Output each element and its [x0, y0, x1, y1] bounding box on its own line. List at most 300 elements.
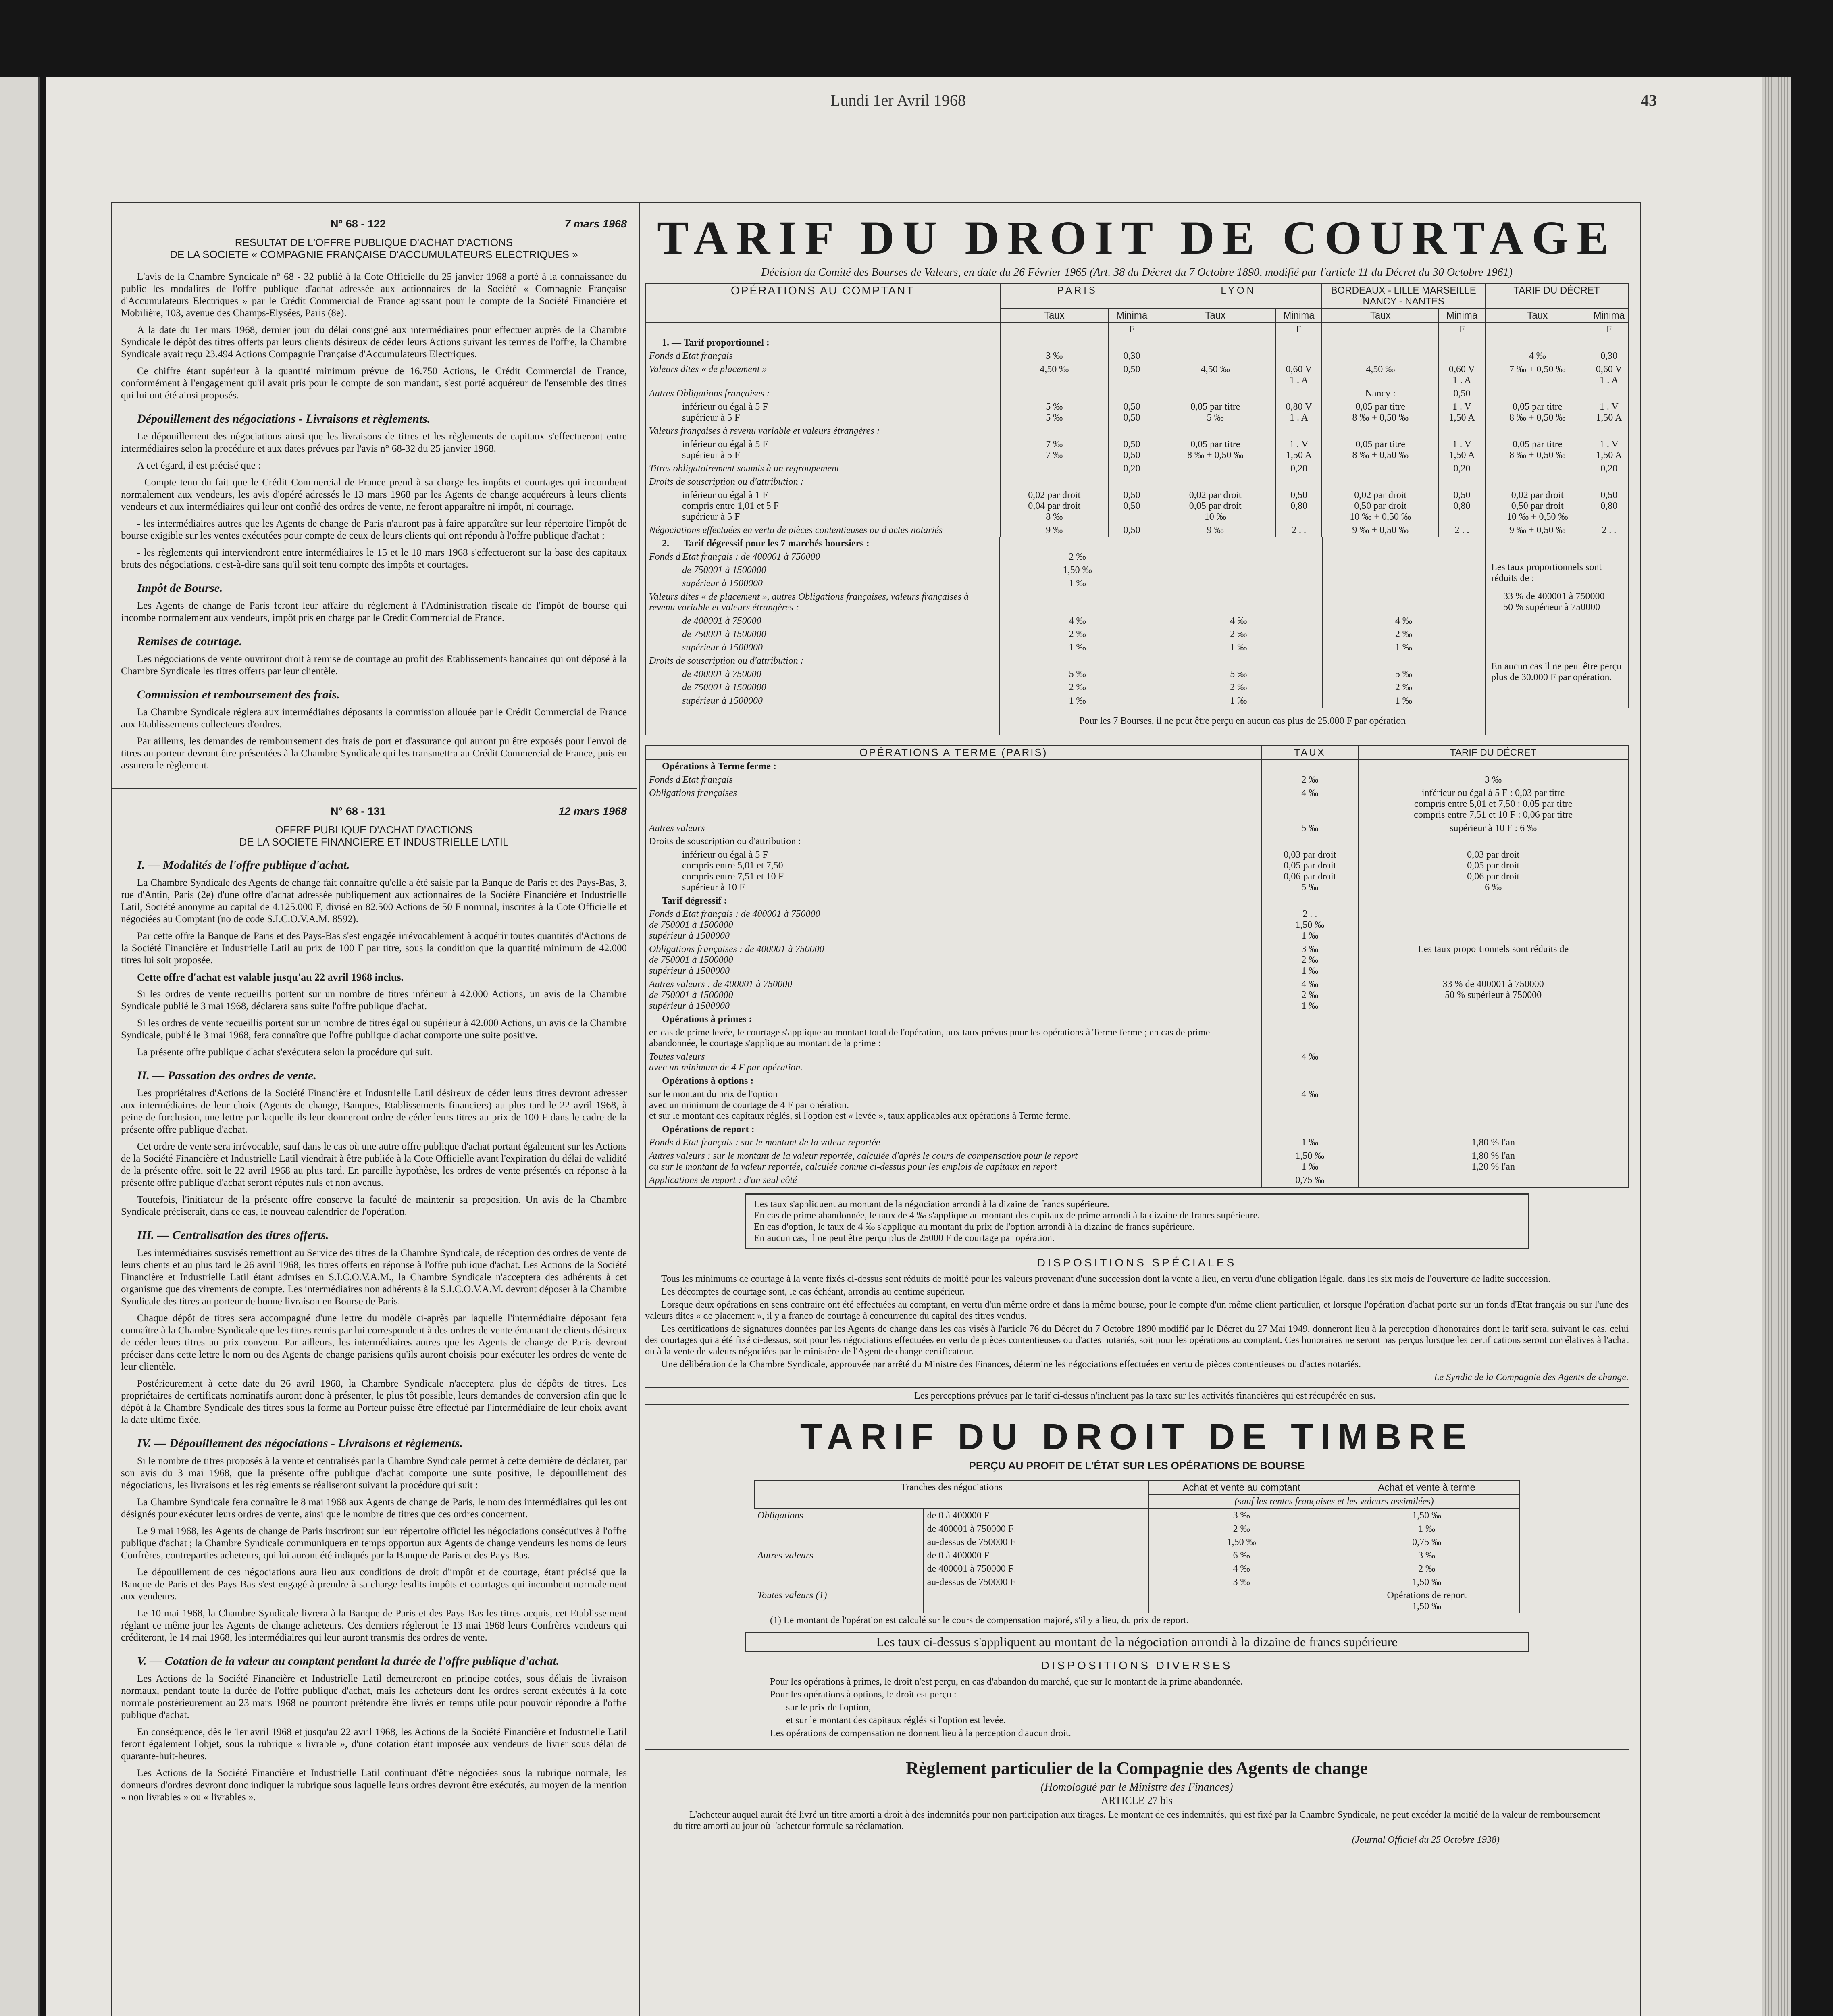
- terme-taux: 0,75 ‰: [1261, 1174, 1358, 1187]
- terme-row: [645, 1088, 1628, 1123]
- timbre-tranche: de 0 à 400000 F: [924, 1549, 1149, 1562]
- rate-lyon: [1155, 462, 1276, 475]
- comptant-row: [645, 425, 1628, 438]
- timbre-row-label: [754, 1562, 924, 1576]
- rate-paris: 4 ‰: [1000, 614, 1155, 628]
- minimum-lyon: [1276, 387, 1322, 400]
- timbre-comptant: 6 ‰: [1149, 1549, 1334, 1562]
- rate-lyon: [1155, 475, 1276, 489]
- subcol-taux: Taux: [1000, 308, 1109, 323]
- rate-decret: [1485, 425, 1590, 438]
- terme-decret: supérieur à 10 F : 6 ‰: [1358, 822, 1628, 835]
- rate-bordeaux: [1322, 475, 1439, 489]
- rate-bordeaux: [1322, 462, 1439, 475]
- terme-row-label: Droits de souscription ou d'attribution :: [645, 835, 1261, 848]
- degressif-row: [645, 564, 1628, 577]
- timbre-comptant: 3 ‰: [1149, 1509, 1334, 1522]
- minimum-lyon: 2 . .: [1276, 524, 1322, 537]
- notice1-section-heading: Remises de courtage.: [137, 635, 242, 648]
- disposition-diverse: sur le prix de l'option,: [786, 1702, 871, 1713]
- degressif-row-label: de 750001 à 1500000: [645, 564, 1000, 577]
- timbre-tranche: de 0 à 400000 F: [924, 1509, 1149, 1522]
- timbre-col-note: (sauf les rentes françaises et les valeurs assimilées): [1149, 1495, 1519, 1509]
- timbre-row: [754, 1576, 1519, 1589]
- minimum-paris: 0,50: [1109, 363, 1155, 387]
- timbre-row: [754, 1522, 1519, 1536]
- comptant-row-label: Autres Obligations françaises :: [645, 387, 1000, 400]
- syndic-signature: Le Syndic de la Compagnie des Agents de change.: [1434, 1372, 1629, 1383]
- degressif-row-label: de 400001 à 750000: [645, 614, 1000, 628]
- notice2-title-line1: OFFRE PUBLIQUE D'ACHAT D'ACTIONS: [275, 824, 473, 836]
- rate-lyon: [1155, 564, 1322, 577]
- box-note-line: En aucun cas, il ne peut être perçu plus de 25000 F de courtage par opération.: [754, 1233, 1055, 1243]
- notice2-section-paragraph: La Chambre Syndicale fera connaître le 8 mai 1968 aux Agents de change de Paris, le nom des intermédiaires qui les ont désignés pour exécuter leurs ordres de vente, ainsi que le nombre de titres que ces ordres concernent.: [121, 1497, 627, 1520]
- page-number: 43: [1641, 91, 1657, 109]
- notice2-section-paragraph: La présente offre publique d'achat s'exécutera selon la procédure qui suit.: [137, 1047, 433, 1058]
- minimum-paris: 0,50: [1109, 524, 1155, 537]
- minimum-decret: 0,60 V 1 . A: [1590, 363, 1628, 387]
- comptant-row-label: 1. — Tarif proportionnel :: [645, 336, 1000, 350]
- rate-decret: 4 ‰: [1485, 350, 1590, 363]
- rate-lyon: 2 ‰: [1155, 681, 1322, 694]
- rate-paris: 1 ‰: [1000, 577, 1155, 590]
- rate-lyon: 4 ‰: [1155, 614, 1322, 628]
- timbre-row-label: [754, 1536, 924, 1549]
- left-column: [121, 218, 627, 1808]
- terme-row-label: Opérations à Terme ferme :: [645, 760, 1261, 773]
- terme-row-label: Autres valeurs: [645, 822, 1261, 835]
- terme-table: [645, 745, 1629, 1188]
- rate-bordeaux: 5 ‰: [1322, 668, 1486, 681]
- rate-lyon: 2 ‰: [1155, 628, 1322, 641]
- rate-paris: 0,02 par droit 0,04 par droit 8 ‰: [1000, 489, 1109, 524]
- rate-lyon: 9 ‰: [1155, 524, 1276, 537]
- terme-row-label: Autres valeurs : de 400001 à 750000 de 750001 à 1500000 supérieur à 1500000: [645, 978, 1261, 1013]
- minimum-lyon: [1276, 475, 1322, 489]
- terme-taux: [1261, 1075, 1358, 1088]
- degressif-table: [645, 537, 1629, 735]
- terme-taux: 5 ‰: [1261, 822, 1358, 835]
- timbre-row: [754, 1589, 1519, 1613]
- rate-paris: [1000, 590, 1155, 614]
- decret-note-text: 50 % supérieur à 750000: [1503, 602, 1600, 612]
- disposition-diverse: et sur le montant des capitaux réglés si l'option est levée.: [786, 1715, 1006, 1726]
- degressif-row-label: supérieur à 1500000: [645, 577, 1000, 590]
- terme-row: [645, 787, 1628, 822]
- comptant-row: [645, 336, 1628, 350]
- perceptions-note: Les perceptions prévues par le tarif ci-dessus n'incluent pas la taxe sur les activités financières qui est récupérée en sus.: [645, 1387, 1629, 1405]
- comptant-row-label: inférieur ou égal à 1 F compris entre 1,01 et 5 F supérieur à 5 F: [645, 489, 1000, 524]
- disposition-paragraph: Les certifications de signatures données par les Agents de change dans les cas visés à l'article 76 du Décret du 7 Octobre 1890 modifié par le Décret du 27 Mai 1949, donneront lieu à la perception d'honoraires dont le tarif sera, suivant le cas, celui des courtages qui a été fixé ci-dessus, soit pour les négociations effectuées en vertu de pièces contentieuses ou d'actes notariés, soit pour les opérations au comptant. Ces honoraires ne seront pas perçus lorsque les certifications seront corrélatives à l'achat ou à la vente de valeurs négociées par le ministère de l'Agent de change certificateur.: [645, 1324, 1629, 1357]
- terme-row: [645, 943, 1628, 978]
- terme-row: [645, 822, 1628, 835]
- timbre-row-label: [754, 1522, 924, 1536]
- disposition-paragraph: Lorsque deux opérations en sens contraire ont été effectuées au comptant, en vertu d'un même ordre et dans la même bourse, pour le compte d'un même client particulier, et lorsque l'opération d'achat porte sur un fonds d'Etat français ou sur l'une des valeurs dites « de placement », il y a franco de courtage à concurrence du capital des titres vendus.: [645, 1300, 1629, 1321]
- rate-lyon: 1 ‰: [1155, 694, 1322, 708]
- notice2-section-paragraph: La Chambre Syndicale des Agents de change fait connaître qu'elle a été saisie par la Banque de Paris et des Pays-Bas, 3, rue d'Antin, Paris (2e) d'une offre d'achat adressée publiquement aux actionnaires de la Société Financière et Industrielle Latil, Société anonyme au capital de 4.125.000 F, divisé en 82.500 Actions de 50 F nominal, inscrites à la Cote Officielle et négociées au Comptant (no de code S.I.C.O.V.A.M. 8592).: [121, 877, 627, 925]
- notice1-section-paragraph: La Chambre Syndicale réglera aux intermédiaires déposants la commission allouée par le Crédit Commercial de France aux Etablissements collecteurs d'ordres.: [121, 707, 627, 730]
- comptant-row-label: Valeurs dites « de placement »: [645, 363, 1000, 387]
- rate-lyon: 0,05 par titre 5 ‰: [1155, 400, 1276, 425]
- minimum-lyon: 0,20: [1276, 462, 1322, 475]
- timbre-tranche: de 400001 à 750000 F: [924, 1562, 1149, 1576]
- terme-row: [645, 1075, 1628, 1088]
- rate-decret: [1485, 336, 1590, 350]
- notice1-paragraph: L'avis de la Chambre Syndicale n° 68 - 32 publié à la Cote Officielle du 25 janvier 1968 a porté à la connaissance du public les modalités de l'offre publique d'achat adressée aux actionnaires de la Société « Compagnie Française d'Accumulateurs Electriques » par le Crédit Commercial de France agissant pour le compte de la Société Financière et Mobilière, 103, avenue des Champs-Elysées, Paris (8e).: [121, 271, 627, 319]
- notice2-section-heading: IV. — Dépouillement des négociations - Livraisons et règlements.: [137, 1437, 463, 1450]
- degressif-row-label: Droits de souscription ou d'attribution :: [645, 654, 1000, 668]
- comptant-row-label: Valeurs françaises à revenu variable et valeurs étrangères :: [645, 425, 1000, 438]
- notice2-section-paragraph: Le 9 mai 1968, les Agents de change de Paris inscriront sur leur répertoire officiel les négociations consécutives à l'offre publique d'achat ; la Chambre Syndicale communiquera en temps opportun aux Agents de change vendeurs les noms de leurs Confrères, contreparties acheteurs, qui lui auront été indiqués par la Banque de Paris et des Pays-Bas.: [121, 1526, 627, 1561]
- minimum-decret: 1 . V 1,50 A: [1590, 400, 1628, 425]
- reglement-subtitle: (Homologué par le Ministre des Finances): [1040, 1781, 1233, 1793]
- rate-bordeaux: [1322, 564, 1486, 577]
- degressif-row: [645, 694, 1628, 708]
- notice1-title-line1: RESULTAT DE L'OFFRE PUBLIQUE D'ACHAT D'ACTIONS: [235, 236, 513, 248]
- terme-row-label: Applications de report : d'un seul côté: [645, 1174, 1261, 1187]
- reglement-title: Règlement particulier de la Compagnie des Agents de change: [906, 1758, 1368, 1778]
- terme-decret: [1358, 1050, 1628, 1075]
- subcol-taux: Taux: [1322, 308, 1439, 323]
- rate-bordeaux: 9 ‰ + 0,50 ‰: [1322, 524, 1439, 537]
- notice2-section-paragraph: En conséquence, dès le 1er avril 1968 et jusqu'au 22 avril 1968, les Actions de la Société Financière et Industrielle Latil feront également l'objet, sous la rubrique « livrable », d'une cotation étant imposée aux vendeurs de livrer sous délai de quarante-huit-heures.: [121, 1727, 627, 1762]
- rate-lyon: [1155, 350, 1276, 363]
- terme-taux: [1261, 760, 1358, 773]
- terme-row: [645, 894, 1628, 908]
- terme-taux: 4 ‰: [1261, 787, 1358, 822]
- minimum-paris: [1109, 336, 1155, 350]
- degressif-row: [645, 577, 1628, 590]
- rate-bordeaux: 4,50 ‰: [1322, 363, 1439, 387]
- minimum-bordeaux: 2 . .: [1439, 524, 1485, 537]
- dispositions-diverses: [754, 1676, 1520, 1739]
- comptant-row-label: inférieur ou égal à 5 F supérieur à 5 F: [645, 438, 1000, 462]
- notice2-section-paragraph: Par cette offre la Banque de Paris et des Pays-Bas s'est engagée irrévocablement à acquérir toutes quantités d'Actions de la Société Financière et Industrielle Latil au prix de 100 F par titre, sous la condition que la quantité minimum de 42.000 titres lui soit proposée.: [121, 931, 627, 966]
- notice2-section-heading: II. — Passation des ordres de vente.: [137, 1069, 316, 1082]
- terme-taux: [1261, 835, 1358, 848]
- terme-decret: [1358, 1013, 1628, 1026]
- terme-taux: [1261, 1026, 1358, 1050]
- minimum-lyon: 0,50 0,80: [1276, 489, 1322, 524]
- rate-paris: 2 ‰: [1000, 550, 1155, 564]
- degressif-row: [645, 668, 1628, 681]
- rate-bordeaux: [1322, 654, 1486, 668]
- minimum-bordeaux: 1 . V 1,50 A: [1439, 400, 1485, 425]
- notice1-section-heading: Commission et remboursement des frais.: [137, 688, 340, 701]
- notice2-section-paragraph: Le 10 mai 1968, la Chambre Syndicale livrera à la Banque de Paris et des Pays-Bas les titres acquis, cet Etablissement réglant ce même jour les Agents de change acheteurs. Ces derniers régleront le 13 mai 1968 leurs Confrères vendeurs qui créditeront, le 14 mai 1968, les intermédiaires qui leur auront transmis des ordres de vente.: [121, 1608, 627, 1643]
- terme-taux: 4 ‰ 2 ‰ 1 ‰: [1261, 978, 1358, 1013]
- terme-taux: [1261, 1123, 1358, 1136]
- terme-taux: 1,50 ‰ 1 ‰: [1261, 1150, 1358, 1174]
- timbre-tranche: de 400001 à 750000 F: [924, 1522, 1149, 1536]
- notice2-section-paragraph: Chaque dépôt de titres sera accompagné d'une lettre du modèle ci-après par laquelle l'intermédiaire déposant fera connaître à la Chambre Syndicale que les titres remis par lui correspondent à des ordres de vente émanant de clients désireux de céder leurs titres au prix convenu. Par ailleurs, les intermédiaires autres que les Agents de change de Paris devront préciser dans cette lettre le nom ou des Agents de change parisiens qu'ils auront choisis pour exécuter les ordres de vente de leur clientèle.: [121, 1313, 627, 1372]
- timbre-col-terme: Achat et vente à terme: [1334, 1481, 1519, 1495]
- rate-bordeaux: 0,05 par titre 8 ‰ + 0,50 ‰: [1322, 400, 1439, 425]
- degressif-row: [645, 590, 1628, 614]
- timbre-terme: Opérations de report 1,50 ‰: [1334, 1589, 1519, 1613]
- currency-label: F: [1439, 323, 1485, 336]
- notice2-section-paragraph: Toutefois, l'initiateur de la présente offre conserve la faculté de maintenir sa proposition. Un avis de la Chambre Syndicale préciserait, dans ce cas, le nouveau calendrier de l'opération.: [121, 1194, 627, 1217]
- currency-label: F: [1109, 323, 1155, 336]
- notice1-section-paragraph: - les règlements qui interviendront entre intermédiaires le 15 et le 18 mars 1968 s'effectueront sur la base des capitaux bruts des négociations, c'est-à-dire sans qu'il soit tenu compte des impôts et courtages.: [121, 547, 627, 570]
- notice2-section-paragraph: Si les ordres de vente recueillis portent sur un nombre de titres égal ou supérieur à 42.000 Actions, un avis de la Chambre Syndicale, publié le 3 mai 1968, fera connaître que l'offre publique d'achat comporte une suite positive.: [121, 1018, 627, 1041]
- tarif-courtage-subtitle: Décision du Comité des Bourses de Valeurs, en date du 26 Février 1965 (Art. 38 du Décret du 7 Octobre 1890, modifié par l'article 11 du Décret du 30 Octobre 1961): [761, 266, 1513, 279]
- comptant-row: [645, 400, 1628, 425]
- dispositions-speciales-title: DISPOSITIONS SPÉCIALES: [1037, 1256, 1237, 1269]
- terme-row: [645, 835, 1628, 848]
- comptant-row-label: Droits de souscription ou d'attribution :: [645, 475, 1000, 489]
- terme-decret: 3 ‰: [1358, 773, 1628, 787]
- degressif-row-label: de 400001 à 750000: [645, 668, 1000, 681]
- terme-row-label: en cas de prime levée, le courtage s'applique au montant total de l'opération, aux taux prévus pour les opérations à Terme ferme ; en cas de prime abandonnée, le courtage s'applique au montant de la prime :: [645, 1026, 1261, 1050]
- rate-bordeaux: [1322, 350, 1439, 363]
- subcol-minima: Minima: [1590, 308, 1628, 323]
- notice1-section-paragraph: Le dépouillement des négociations ainsi que les livraisons de titres et les règlements de capitaux s'effectueront entre intermédiaires selon la procédure et aux dates prévues par l'avis n° 68-32 du 25 janvier 1968.: [121, 431, 627, 454]
- decret-note-text: 33 % de 400001 à 750000: [1503, 591, 1605, 602]
- bourses-note-row: [645, 708, 1628, 735]
- decret-note-text: Les taux proportionnels sont réduits de :: [1491, 562, 1602, 583]
- minimum-bordeaux: [1439, 350, 1485, 363]
- timbre-comptant: 1,50 ‰: [1149, 1536, 1334, 1549]
- bourses-note: Pour les 7 Bourses, il ne peut être perçu en aucun cas plus de 25.000 F par opération: [1000, 708, 1485, 735]
- timbre-footnote: (1) Le montant de l'opération est calculé sur le cours de compensation majoré, s'il y a lieu, du prix de report.: [770, 1615, 1189, 1626]
- column-divider: [639, 202, 640, 2016]
- col-bordeaux: BORDEAUX - LILLE MARSEILLE NANCY - NANTES: [1322, 283, 1485, 308]
- terme-body: [645, 760, 1628, 1187]
- terme-row: [645, 908, 1628, 943]
- rate-lyon: 0,05 par titre 8 ‰ + 0,50 ‰: [1155, 438, 1276, 462]
- reglement-article: ARTICLE 27 bis: [1101, 1795, 1173, 1806]
- terme-row: [645, 1136, 1628, 1150]
- terme-decret: [1358, 1088, 1628, 1123]
- notice2-section-paragraph: Les Actions de la Société Financière et Industrielle Latil continuant d'être négociées sous la rubrique normale, les donneurs d'ordres devront donc indiquer la rubrique sous laquelle leurs ordres devront être exécutés, au moyen de la mention « non livrables » ou « livrables ».: [121, 1768, 627, 1803]
- box-note-line: En cas de prime abandonnée, le taux de 4 ‰ s'applique au montant des capitaux de prime arrondi à la dizaine de francs supérieure.: [754, 1210, 1260, 1221]
- rate-decret: [1485, 387, 1590, 400]
- minimum-decret: 0,20: [1590, 462, 1628, 475]
- degressif-row-label: Fonds d'Etat français : de 400001 à 750000: [645, 550, 1000, 564]
- notice2-section-paragraph: Les intermédiaires susvisés remettront au Service des titres de la Chambre Syndicale, de réception des ordres de vente de leurs clients et au plus tard le 26 avril 1968, les titres offerts en réponse à l'offre publique d'achat. Les Actions de la Société Financière et Industrielle Latil étant admises en S.I.C.O.V.A.M., la Chambre Syndicale n'acceptera des adhérents à cet organisme que des virements de compte. Les intermédiaires non adhérents à la S.I.C.O.V.A.M. devront déposer à la Chambre Syndicale des titres au porteur de bonne livraison en Bourse de Paris.: [121, 1248, 627, 1307]
- rate-lyon: [1155, 550, 1322, 564]
- minimum-bordeaux: [1439, 475, 1485, 489]
- notice1-section-paragraph: Les négociations de vente ouvriront droit à remise de courtage au profit des Etablissements bancaires qui ont déposé à la Chambre Syndicale les titres offerts par leur clientèle.: [121, 654, 627, 677]
- rate-bordeaux: [1322, 550, 1486, 564]
- timbre-tranche: au-dessus de 750000 F: [924, 1536, 1149, 1549]
- comptant-row: [645, 438, 1628, 462]
- terme-taux: 4 ‰: [1261, 1050, 1358, 1075]
- rate-bordeaux: 0,05 par titre 8 ‰ + 0,50 ‰: [1322, 438, 1439, 462]
- rate-paris: 9 ‰: [1000, 524, 1109, 537]
- minimum-decret: 0,50 0,80: [1590, 489, 1628, 524]
- minimum-decret: [1590, 475, 1628, 489]
- disposition-paragraph: Les décomptes de courtage sont, le cas échéant, arrondis au centime supérieur.: [661, 1287, 965, 1297]
- rate-lyon: 1 ‰: [1155, 641, 1322, 654]
- minimum-decret: 0,30: [1590, 350, 1628, 363]
- minimum-bordeaux: 0,50: [1439, 387, 1485, 400]
- comptant-row: [645, 387, 1628, 400]
- terme-decret: 0,03 par droit 0,05 par droit 0,06 par droit 6 ‰: [1358, 848, 1628, 894]
- timbre-comptant: 3 ‰: [1149, 1576, 1334, 1589]
- box-note-line: Les taux s'appliquent au montant de la négociation arrondi à la dizaine de francs supérieure.: [754, 1199, 1109, 1210]
- rate-decret: 0,05 par titre 8 ‰ + 0,50 ‰: [1485, 400, 1590, 425]
- rate-bordeaux: 1 ‰: [1322, 641, 1486, 654]
- minimum-bordeaux: [1439, 425, 1485, 438]
- minimum-bordeaux: 1 . V 1,50 A: [1439, 438, 1485, 462]
- terme-row: [645, 1150, 1628, 1174]
- rate-paris: [1000, 336, 1109, 350]
- notice2-section-paragraph: Les Actions de la Société Financière et Industrielle Latil demeureront en principe cotées, sous délais de livraison normaux, pendant toute la durée de l'offre publique d'achat, mais les acheteurs dont les ordres seront exécutés à la cote normale postérieurement au 23 mars 1968 ne pourront prétendre être livrés en temps utile pour pouvoir répondre à l'offre publique d'achat.: [121, 1673, 627, 1720]
- reglement-source: (Journal Officiel du 25 Octobre 1938): [1352, 1835, 1500, 1845]
- disposition-paragraph: Une délibération de la Chambre Syndicale, approuvée par arrêté du Ministre des Finances, détermine les négociations effectuées en vertu de pièces contentieuses ou d'actes notariés.: [661, 1359, 1361, 1370]
- rate-paris: 2 ‰: [1000, 628, 1155, 641]
- col-paris: PARIS: [1000, 283, 1155, 308]
- notice2-date: 12 mars 1968: [558, 805, 627, 817]
- minimum-lyon: [1276, 350, 1322, 363]
- terme-decret: [1358, 835, 1628, 848]
- rate-bordeaux: Nancy :: [1322, 387, 1439, 400]
- notice1-section-paragraph: Par ailleurs, les demandes de remboursement des frais de port et d'assurance qui auront pu être exposés pour l'envoi de titres au porteur devront être présentées à la Chambre Syndicale qui les transmettra au Crédit Commercial de France, puis en assurera le règlement.: [121, 736, 627, 771]
- minimum-paris: 0,50 0,50: [1109, 400, 1155, 425]
- timbre-table: [754, 1480, 1520, 1613]
- terme-taux: 3 ‰ 2 ‰ 1 ‰: [1261, 943, 1358, 978]
- reglement-text: L'acheteur auquel aurait été livré un titre amorti a droit à des indemnités pour non participation aux tirages. Le montant de ces indemnités, qui est fixé par la Chambre Syndicale, ne peut excéder la moitié de la valeur de remboursement du titre amorti au jour où l'acheteur formule sa réclamation.: [673, 1810, 1600, 1831]
- timbre-row-label: Obligations: [757, 1510, 803, 1521]
- comptant-row: [645, 363, 1628, 387]
- rate-bordeaux: [1322, 336, 1439, 350]
- degressif-heading: 2. — Tarif dégressif pour les 7 marchés boursiers :: [645, 537, 1000, 550]
- timbre-col-comptant: Achat et vente au comptant: [1149, 1481, 1334, 1495]
- timbre-comptant: [1149, 1589, 1334, 1613]
- terme-row-label: sur le montant du prix de l'option avec un minimum de courtage de 4 F par opération. et sur le montant des capitaux réglés, si l'option est « levée », taux applicables aux opérations à Terme ferme.: [645, 1088, 1261, 1123]
- notice1-section-paragraph: - Compte tenu du fait que le Crédit Commercial de France prend à sa charge les impôts et courtages qui incombent normalement aux vendeurs, les avis d'opéré adressés le 13 mars 1968 par les Agents de change acquéreurs à leurs clients vendeurs et aux intermédiaires qui leur ont confié des ordres de vente, ne feront apparaître ni impôt, ni courtage.: [121, 477, 627, 512]
- terme-row-label: Fonds d'Etat français: [645, 773, 1261, 787]
- rate-bordeaux: 1 ‰: [1322, 694, 1486, 708]
- terme-row-label: Opérations à options :: [645, 1075, 1261, 1088]
- notice2-section-paragraph: Le dépouillement de ces négociations aura lieu aux conditions de droit d'impôt et de courtage, étant précisé que la Banque de Paris et des Pays-Bas s'est engagé à prendre à sa charge lesdits impôts et courtages qui incombent normalement aux vendeurs.: [121, 1567, 627, 1602]
- minimum-paris: [1109, 387, 1155, 400]
- terme-taux: 4 ‰: [1261, 1088, 1358, 1123]
- courtage-box-note: [745, 1193, 1529, 1249]
- disposition-diverse: Les opérations de compensation ne donnent lieu à la perception d'aucun droit.: [770, 1728, 1071, 1739]
- degressif-row: [645, 628, 1628, 641]
- rate-bordeaux: 2 ‰: [1322, 681, 1486, 694]
- terme-row: [645, 978, 1628, 1013]
- minimum-bordeaux: [1439, 336, 1485, 350]
- rate-paris: 5 ‰: [1000, 668, 1155, 681]
- terme-row-label: Fonds d'Etat français : sur le montant de la valeur reportée: [645, 1136, 1261, 1150]
- degressif-row: [645, 654, 1628, 668]
- terme-header: OPÉRATIONS A TERME (PARIS): [645, 746, 1261, 760]
- box-note-line: En cas d'option, le taux de 4 ‰ s'applique au montant du prix de l'option arrondi à la dizaine de francs supérieure.: [754, 1222, 1195, 1232]
- timbre-terme: 1,50 ‰: [1334, 1509, 1519, 1522]
- notice2-section-heading: V. — Cotation de la valeur au comptant pendant la durée de l'offre publique d'achat.: [137, 1654, 560, 1668]
- notice1-paragraph: A la date du 1er mars 1968, dernier jour du délai consigné aux intermédiaires pour effectuer auprès de la Chambre Syndicale le dépôt des titres offerts par leurs clients désireux de céder leurs Actions suivant les termes de l'offre, la Chambre Syndicale avait reçu 23.494 Actions Compagnie Française d'Accumulateurs Electriques.: [121, 325, 627, 360]
- minimum-decret: [1590, 425, 1628, 438]
- degressif-row: [645, 550, 1628, 564]
- rate-paris: [1000, 425, 1109, 438]
- terme-row: [645, 773, 1628, 787]
- timbre-terme: 2 ‰: [1334, 1562, 1519, 1576]
- terme-decret: [1358, 908, 1628, 943]
- rate-paris: [1000, 475, 1109, 489]
- terme-decret: 1,80 % l'an: [1358, 1136, 1628, 1150]
- rate-decret: [1485, 475, 1590, 489]
- rate-decret: [1485, 462, 1590, 475]
- disposition-diverse: Pour les opérations à primes, le droit n'est perçu, en cas d'abandon du marché, que sur le montant de la prime abandonnée.: [770, 1677, 1243, 1687]
- terme-row-label: Tarif dégressif :: [645, 894, 1261, 908]
- degressif-row-label: de 750001 à 1500000: [645, 628, 1000, 641]
- tarif-courtage-title: TARIF DU DROIT DE COURTAGE: [657, 211, 1617, 264]
- notice1-header: [121, 218, 627, 230]
- timbre-terme: 1 ‰: [1334, 1522, 1519, 1536]
- timbre-terme: 0,75 ‰: [1334, 1536, 1519, 1549]
- rate-decret: 7 ‰ + 0,50 ‰: [1485, 363, 1590, 387]
- timbre-col-tranches: Tranches des négociations: [754, 1481, 1149, 1509]
- terme-row-label: Toutes valeurs avec un minimum de 4 F par opération.: [645, 1050, 1261, 1075]
- terme-decret: Les taux proportionnels sont réduits de: [1358, 943, 1628, 978]
- rate-decret: 0,05 par titre 8 ‰ + 0,50 ‰: [1485, 438, 1590, 462]
- notice2-section-heading: III. — Centralisation des titres offerts.: [137, 1229, 329, 1242]
- comptant-row-label: Titres obligatoirement soumis à un regroupement: [645, 462, 1000, 475]
- degressif-row: [645, 681, 1628, 694]
- terme-row-label: Obligations françaises: [645, 787, 1261, 822]
- terme-taux: 1 ‰: [1261, 1136, 1358, 1150]
- terme-row: [645, 848, 1628, 894]
- notice1-section-paragraph: Les Agents de change de Paris feront leur affaire du règlement à l'Administration fiscale de l'impôt de bourse qui incombe normalement aux vendeurs, impôt pris en charge par le Crédit Commercial de France.: [121, 600, 627, 623]
- degressif-row-label: de 750001 à 1500000: [645, 681, 1000, 694]
- minimum-paris: 0,30: [1109, 350, 1155, 363]
- degressif-row-label: Valeurs dites « de placement », autres Obligations françaises, valeurs françaises à revenu variable et valeurs étrangères :: [645, 590, 1000, 614]
- notice2-section-paragraph: Si les ordres de vente recueillis portent sur un nombre de titres inférieur à 42.000 Actions, un avis de la Chambre Syndicale publié le 3 mai 1968, déclarera sans suite l'offre publique d'achat.: [121, 989, 627, 1012]
- terme-row-label: inférieur ou égal à 5 F compris entre 5,01 et 7,50 compris entre 7,51 et 10 F supérieur à 10 F: [645, 848, 1261, 894]
- comptant-row: [645, 489, 1628, 524]
- col-decret: TARIF DU DÉCRET: [1485, 283, 1628, 308]
- notice2-header: [121, 805, 627, 817]
- terme-decret: 33 % de 400001 à 750000 50 % supérieur à 750000: [1358, 978, 1628, 1013]
- comptant-row-label: Négociations effectuées en vertu de pièces contentieuses ou d'actes notariés: [645, 524, 1000, 537]
- minimum-decret: [1590, 336, 1628, 350]
- notice1-section-paragraph: A cet égard, il est précisé que :: [137, 460, 261, 471]
- notice1-number: N° 68 - 122: [331, 218, 386, 230]
- comptant-row: [645, 475, 1628, 489]
- timbre-terme: 3 ‰: [1334, 1549, 1519, 1562]
- rate-paris: 5 ‰ 5 ‰: [1000, 400, 1109, 425]
- timbre-row: [754, 1562, 1519, 1576]
- timbre-row: [754, 1509, 1519, 1522]
- disposition-paragraph: Tous les minimums de courtage à la vente fixés ci-dessus sont réduits de moitié pour les valeurs provenant d'une succession dont la vente a lieu, en vertu d'une obligation légale, dans les six mois de l'ouverture de ladite succession.: [661, 1274, 1551, 1284]
- notice-separator: [111, 788, 637, 789]
- currency-label: F: [1276, 323, 1322, 336]
- timbre-row: [754, 1536, 1519, 1549]
- timbre-row-label: Toutes valeurs (1): [757, 1590, 827, 1601]
- rate-bordeaux: [1322, 577, 1486, 590]
- minimum-lyon: 0,80 V 1 . A: [1276, 400, 1322, 425]
- right-column: [645, 211, 1629, 1847]
- rate-lyon: 4,50 ‰: [1155, 363, 1276, 387]
- terme-row-label: Obligations françaises : de 400001 à 750000 de 750001 à 1500000 supérieur à 1500000: [645, 943, 1261, 978]
- terme-taux: 2 . . 1,50 ‰ 1 ‰: [1261, 908, 1358, 943]
- minimum-lyon: [1276, 336, 1322, 350]
- terme-row-label: Autres valeurs : sur le montant de la valeur reportée, calculée d'après le cours de compensation pour le report ou sur le montant de la valeur reportée, calculée comme ci-dessus pour les emplois de capitaux en report: [645, 1150, 1261, 1174]
- rate-paris: 3 ‰: [1000, 350, 1109, 363]
- terme-decret: 1,80 % l'an 1,20 % l'an: [1358, 1150, 1628, 1174]
- terme-row-label: Opérations de report :: [645, 1123, 1261, 1136]
- rate-lyon: [1155, 654, 1322, 668]
- terme-row: [645, 760, 1628, 773]
- timbre-tranche: au-dessus de 750000 F: [924, 1576, 1149, 1589]
- terme-col-taux: TAUX: [1261, 746, 1358, 760]
- timbre-row-label: Autres valeurs: [757, 1550, 814, 1561]
- rate-paris: [1000, 654, 1155, 668]
